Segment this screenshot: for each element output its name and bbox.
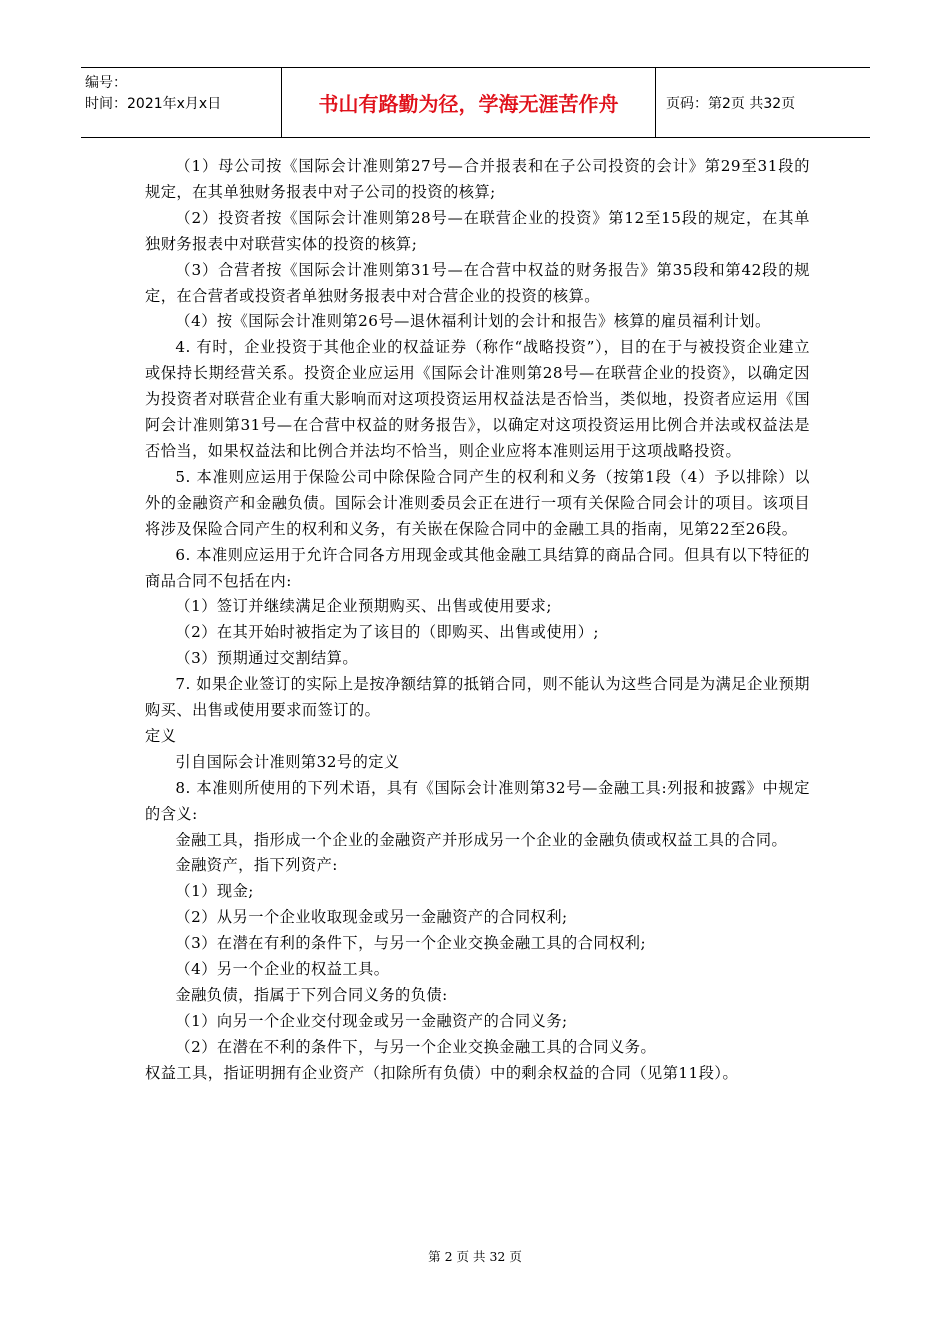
paragraph: 8. 本准则所使用的下列术语，具有《国际会计准则第32号—金融工具:列报和披露》中规定的含义:: [145, 778, 810, 823]
paragraph: （2）从另一个企业收取现金或另一金融资产的合同权利;: [175, 908, 568, 927]
paragraph: （3）在潜在有利的条件下，与另一个企业交换金融工具的合同权利;: [175, 934, 647, 953]
paragraph: 金融工具，指形成一个企业的金融资产并形成另一个企业的金融负债或权益工具的合同。: [175, 830, 788, 849]
paragraph: （3）预期通过交割结算。: [175, 649, 359, 668]
paragraph: （1）向另一个企业交付现金或另一金融资产的合同义务;: [175, 1011, 568, 1030]
paragraph: 权益工具，指证明拥有企业资产（扣除所有负债）中的剩余权益的合同（见第11段）。: [145, 1063, 739, 1082]
paragraph: （2）投资者按《国际会计准则第28号—在联营企业的投资》第12至15段的规定，在其单独财务报表中对联营实体的投资的核算;: [145, 208, 810, 253]
paragraph: （1）签订并继续满足企业预期购买、出售或使用要求;: [175, 597, 552, 616]
paragraph: 4. 有时，企业投资于其他企业的权益证券（称作“战略投资”），目的在于与被投资企业建立或保持长期经营关系。投资企业应运用《国际会计准则第28号—在联营企业的投资》，以确定因为投资者对联营企业有重大影响而对这项投资运用权益法是否恰当，类似地，投资者应运用《国阿会计准则第31号—在合营中权益的财务报告》，以确定对这项投资运用比例合并法或权益法是否恰当，如果权益法和比例合并法均不恰当，则企业应将本准则运用于这项战略投资。: [145, 338, 810, 460]
page-footer: 第 2 页 共 32 页: [428, 1249, 522, 1264]
document-body: [145, 154, 810, 1087]
section-heading: 定义: [145, 726, 177, 745]
paragraph: （2）在其开始时被指定为了该目的（即购买、出售或使用）;: [175, 623, 600, 642]
paragraph: （1）母公司按《国际会计准则第27号—合并报表和在子公司投资的会计》第29至31段的规定，在其单独财务报表中对子公司的投资的核算;: [145, 157, 810, 201]
header-meta: [81, 68, 282, 137]
paragraph: （4）按《国际会计准则第26号—退休福利计划的会计和报告》核算的雇员福利计划。: [175, 312, 771, 331]
page-header: [81, 67, 870, 138]
paragraph: （3）合营者按《国际会计准则第31号—在合营中权益的财务报告》第35段和第42段的规定，在合营者或投资者单独财务报表中对合营企业的投资的核算。: [145, 260, 810, 305]
paragraph: 7. 如果企业签订的实际上是按净额结算的抵销合同，则不能认为这些合同是为满足企业预期购买、出售或使用要求而签订的。: [145, 675, 810, 720]
paragraph: 金融负债，指属于下列合同义务的负债:: [175, 986, 448, 1004]
paragraph: 5. 本准则应运用于保险公司中除保险合同产生的权利和义务（按第1段（4）予以排除）以外的金融资产和金融负债。国际会计准则委员会正在进行一项有关保险合同会计的项目。该项目将涉及保险合同产生的权利和义务，有关嵌在保险合同中的金融工具的指南，见第22至26段。: [145, 467, 810, 538]
document-number-label: 编号：: [85, 75, 127, 91]
paragraph: 6. 本准则应运用于允许合同各方用现金或其他金融工具结算的商品合同。但具有以下特征的商品合同不包括在内:: [145, 545, 810, 590]
document-time-label: 时间：2021年x月x日: [85, 96, 222, 112]
paragraph: 引自国际会计准则第32号的定义: [175, 752, 400, 771]
header-page-number: 页码：第2页 共32页: [666, 95, 796, 112]
paragraph: （1）现金;: [175, 882, 254, 901]
header-motto: 书山有路勤为径，学海无涯苦作舟: [282, 68, 656, 137]
paragraph: （4）另一个企业的权益工具。: [175, 960, 390, 979]
paragraph: （2）在潜在不利的条件下，与另一个企业交换金融工具的合同义务。: [175, 1037, 657, 1056]
paragraph: 金融资产，指下列资产:: [175, 856, 338, 875]
